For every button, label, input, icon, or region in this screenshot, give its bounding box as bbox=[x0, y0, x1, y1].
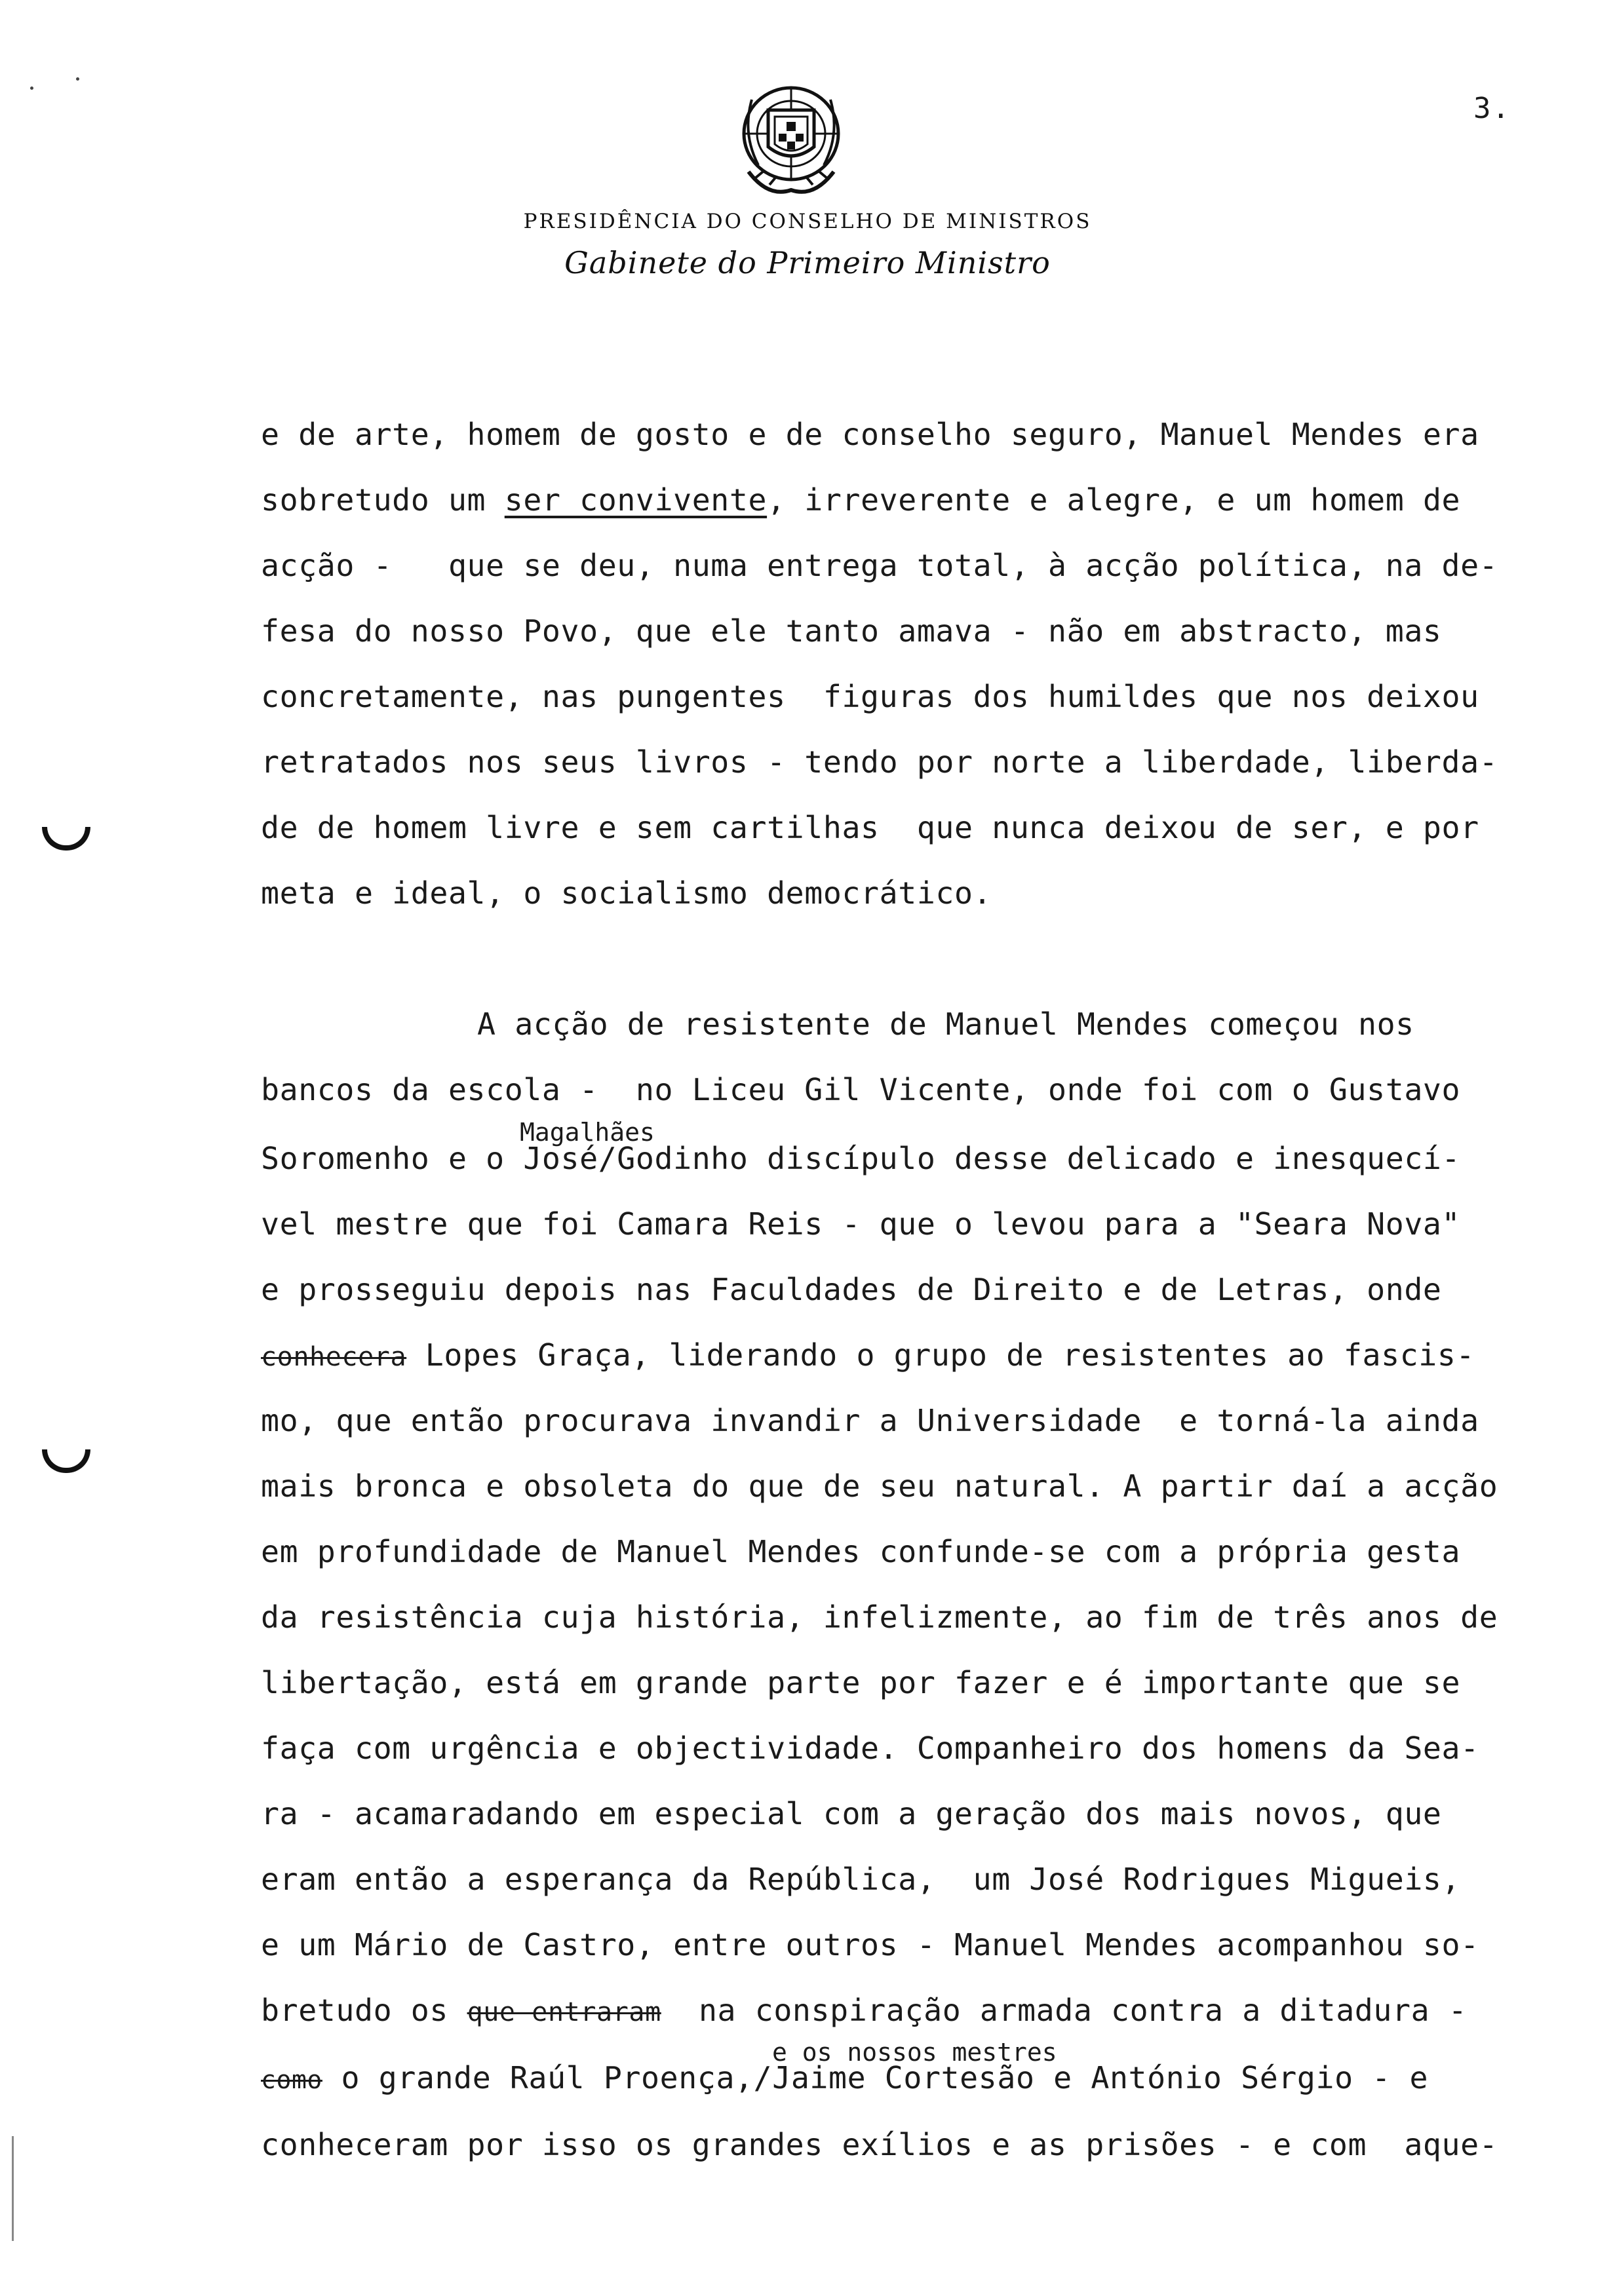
text-line: Soromenho e o José/Godinho discípulo desse delicado e inesquecí- bbox=[261, 1141, 1461, 1176]
text-line: fesa do nosso Povo, que ele tanto amava - não em abstracto, mas bbox=[261, 613, 1442, 649]
text-line: ra - acamaradando em especial com a geração dos mais novos, que bbox=[261, 1796, 1442, 1831]
scan-edge-line bbox=[12, 2136, 14, 2241]
letterhead-office: Gabinete do Primeiro Ministro bbox=[564, 245, 1051, 280]
text-fragment: o grande Raúl Proença,/Jaime Cortesão e António Sérgio - e bbox=[341, 2060, 1429, 2095]
handwritten-insertion: Magalhães bbox=[520, 1118, 655, 1147]
struck-phrase: que entraram bbox=[467, 1997, 661, 2027]
binder-hole-mark bbox=[42, 827, 90, 851]
text-fragment: Lopes Graça, liderando o grupo de resistentes ao fascis- bbox=[425, 1337, 1475, 1373]
letterhead bbox=[0, 210, 1615, 280]
text-line: e prosseguiu depois nas Faculdades de Direito e de Letras, onde bbox=[261, 1272, 1442, 1307]
letterhead-organization: PRESIDÊNCIA DO CONSELHO DE MINISTROS bbox=[523, 210, 1092, 233]
text-fragment: na conspiração armada contra a ditadura - bbox=[698, 1993, 1468, 2028]
text-line: de de homem livre e sem cartilhas que nunca deixou de ser, e por bbox=[261, 810, 1479, 845]
text-fragment: , bbox=[767, 482, 805, 518]
struck-word: conhecera bbox=[261, 1342, 407, 1372]
struck-word: como bbox=[261, 2065, 322, 2094]
text-fragment: irreverente e alegre, e um homem de bbox=[804, 482, 1461, 518]
text-line: vel mestre que foi Camara Reis - que o levou para a "Seara Nova" bbox=[261, 1206, 1461, 1242]
text-line: e um Mário de Castro, entre outros - Manuel Mendes acompanhou so- bbox=[261, 1927, 1479, 1962]
text-line: mo, que então procurava invandir a Universidade e torná-la ainda bbox=[261, 1403, 1479, 1438]
text-line: da resistência cuja história, infelizmente, ao fim de três anos de bbox=[261, 1599, 1498, 1635]
text-line: retratados nos seus livros - tendo por norte a liberdade, liberda- bbox=[261, 744, 1498, 780]
text-line: faça com urgência e objectividade. Companheiro dos homens da Sea- bbox=[261, 1731, 1479, 1766]
text-line: libertação, está em grande parte por fazer e é importante que se bbox=[261, 1665, 1461, 1700]
handwritten-insertion: e os nossos mestres bbox=[772, 2038, 1057, 2067]
text-fragment: sobretudo um bbox=[261, 482, 505, 518]
text-line: eram então a esperança da República, um José Rodrigues Migueis, bbox=[261, 1862, 1461, 1897]
text-line bbox=[261, 1995, 1467, 2026]
text-line: A acção de resistente de Manuel Mendes começou nos bbox=[477, 1006, 1414, 1042]
text-line: em profundidade de Manuel Mendes confunde-se com a própria gesta bbox=[261, 1534, 1461, 1569]
text-line bbox=[261, 482, 1461, 518]
text-fragment: bretudo os bbox=[261, 1993, 467, 2028]
text-line bbox=[261, 1337, 1475, 1373]
text-line: meta e ideal, o socialismo democrático. bbox=[261, 875, 992, 911]
scan-speck bbox=[30, 86, 33, 90]
text-line: conheceram por isso os grandes exílios e as prisões - e com aque- bbox=[261, 2127, 1498, 2162]
text-line: bancos da escola - no Liceu Gil Vicente, onde foi com o Gustavo bbox=[261, 1072, 1461, 1107]
text-line: mais bronca e obsoleta do que de seu natural. A partir daí a acção bbox=[261, 1468, 1498, 1504]
text-line: e de arte, homem de gosto e de conselho seguro, Manuel Mendes era bbox=[261, 417, 1479, 452]
scan-speck bbox=[76, 77, 79, 81]
text-line: concretamente, nas pungentes figuras dos humildes que nos deixou bbox=[261, 679, 1479, 714]
text-line: acção - que se deu, numa entrega total, à acção política, na de- bbox=[261, 548, 1498, 583]
text-line bbox=[261, 2060, 1429, 2095]
binder-hole-mark bbox=[42, 1449, 90, 1473]
page-number: 3. bbox=[1473, 92, 1511, 125]
portuguese-coat-of-arms-icon bbox=[729, 73, 853, 204]
underlined-phrase: ser convivente bbox=[504, 482, 768, 518]
